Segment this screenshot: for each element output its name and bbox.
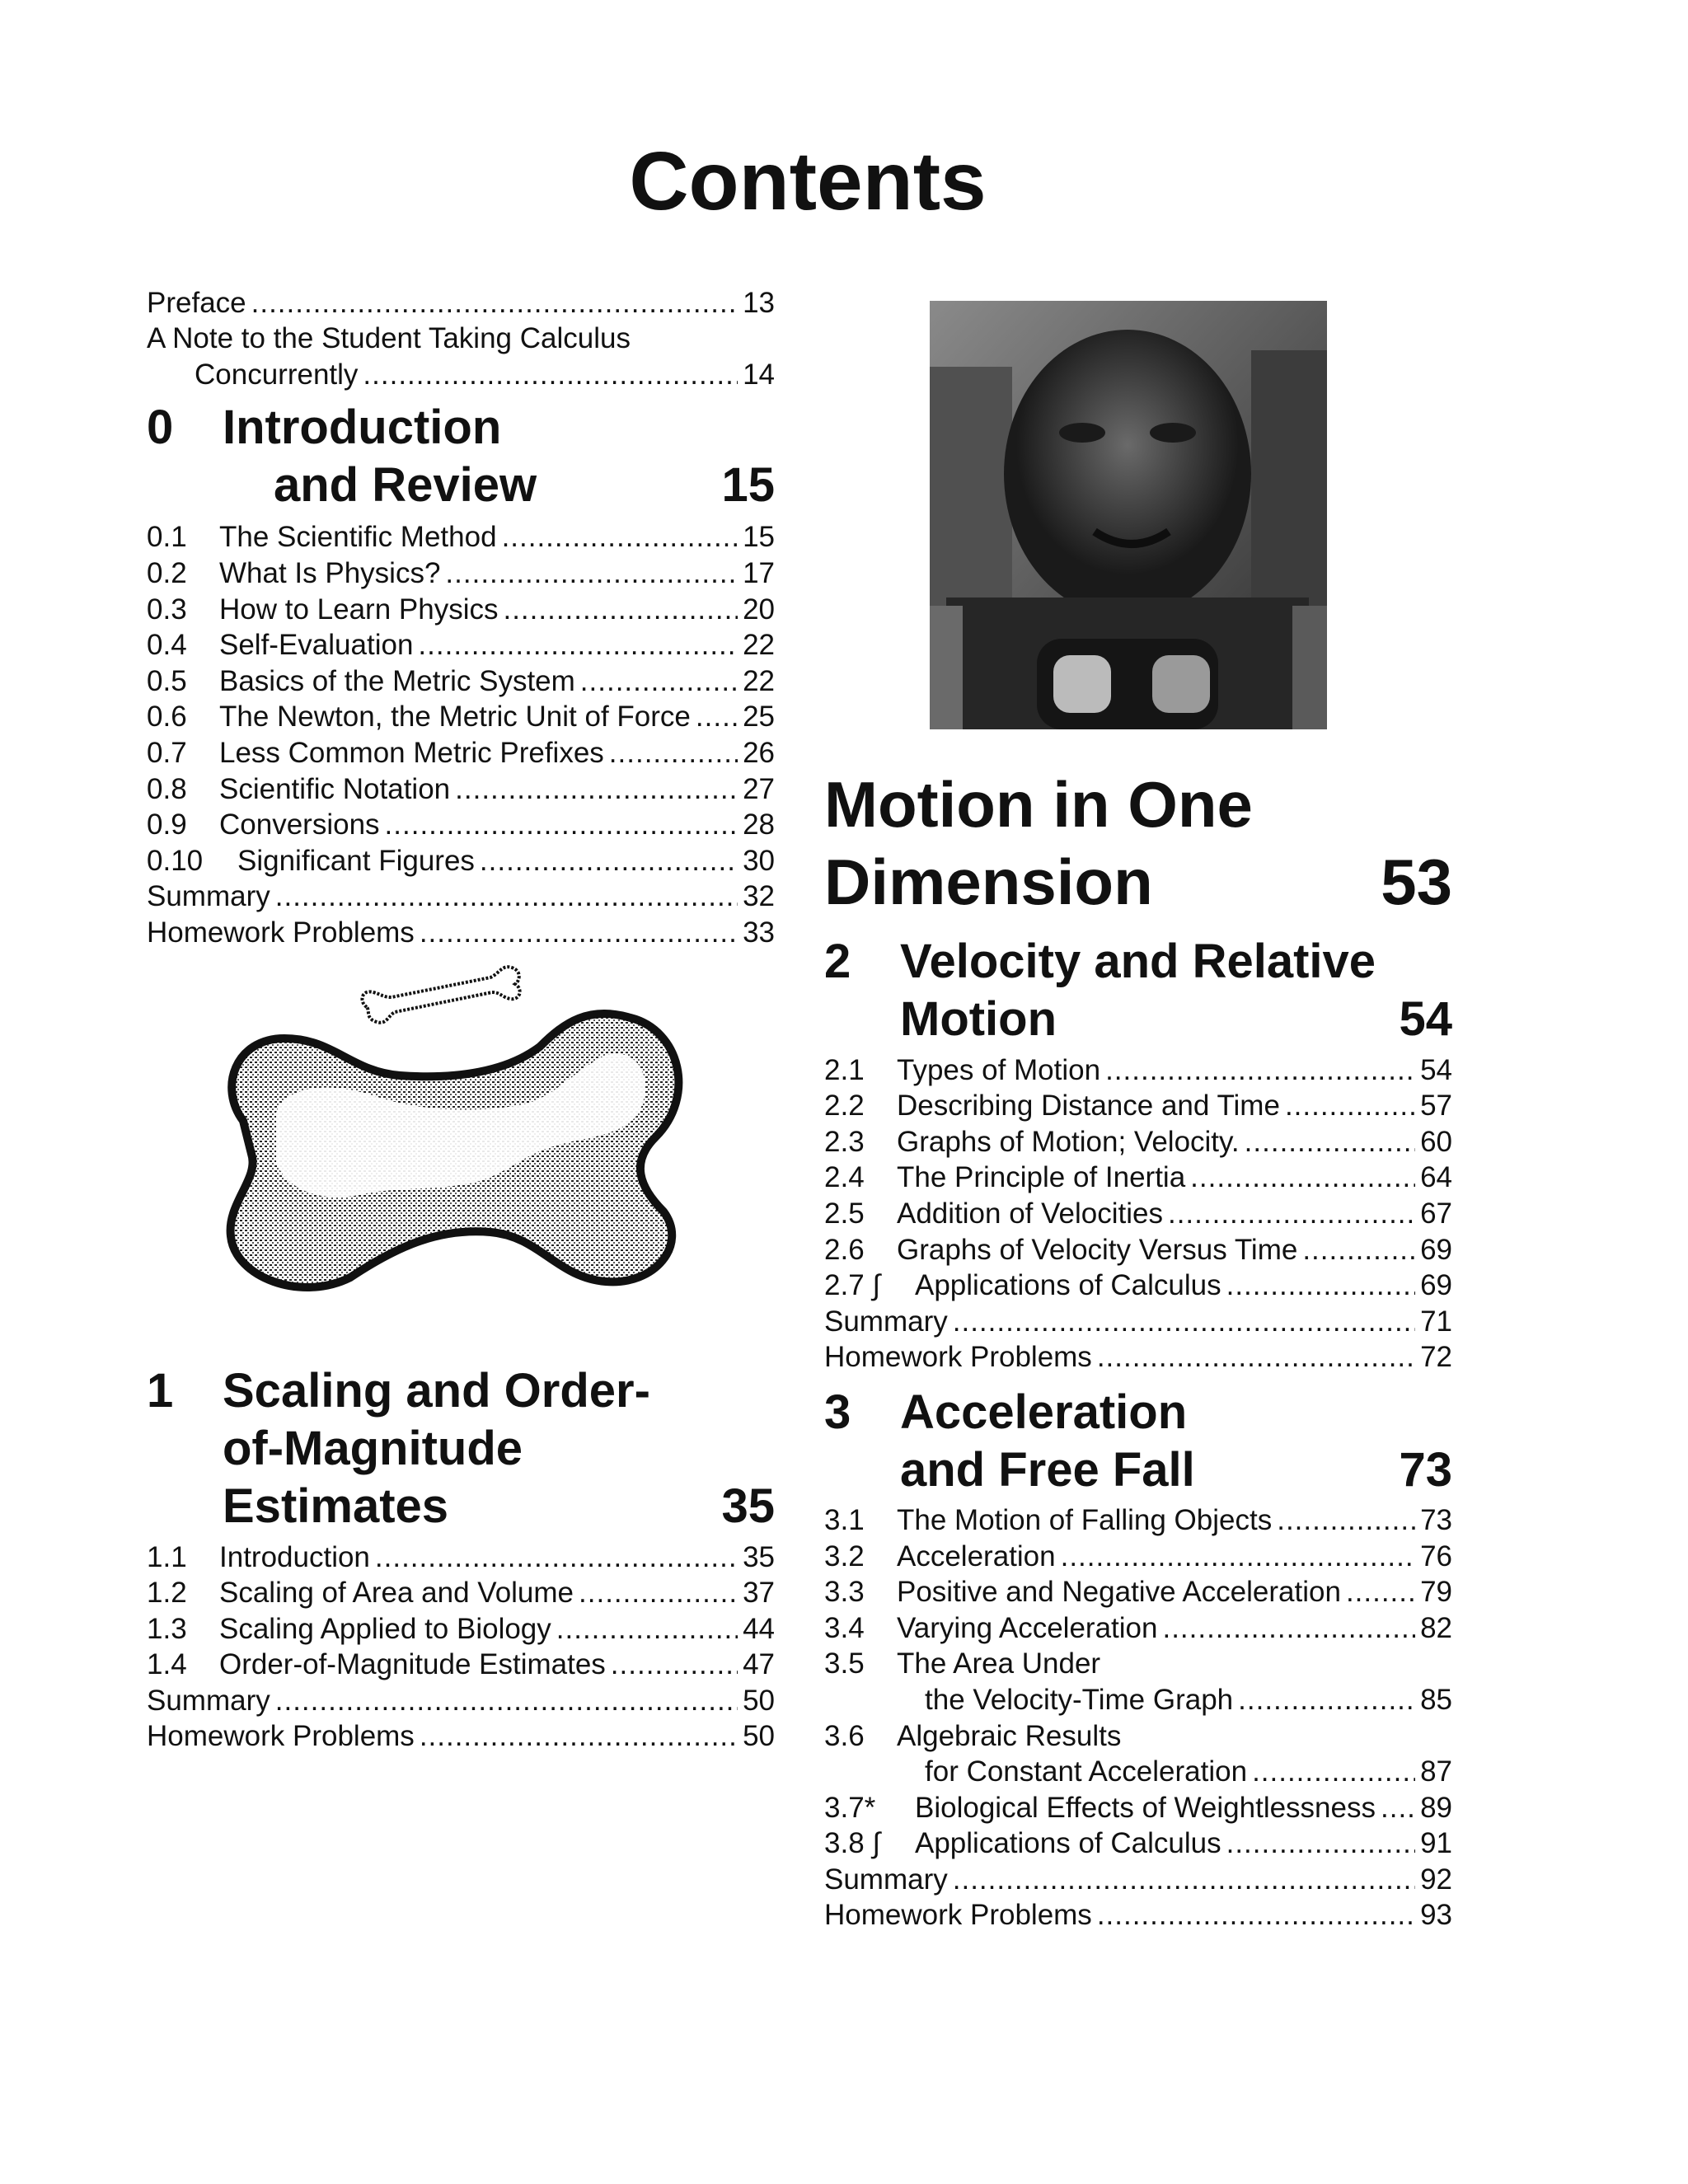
- leader-dots: [418, 628, 738, 663]
- chapter-number: 3: [824, 1385, 851, 1439]
- part-page: 53: [1381, 846, 1452, 919]
- entry-page: 92: [1420, 1863, 1452, 1896]
- toc-entry[interactable]: [824, 1574, 1452, 1610]
- entry-page: 44: [743, 1612, 775, 1645]
- toc-entry-homework[interactable]: [824, 1339, 1452, 1376]
- leader-dots: [1245, 1125, 1415, 1160]
- chapter-page: 35: [721, 1479, 775, 1534]
- chapter-number: 1: [147, 1364, 174, 1418]
- entry-label: What Is Physics?: [219, 556, 441, 589]
- toc-entry-homework[interactable]: [147, 914, 775, 950]
- toc-entry-note-line2[interactable]: [147, 356, 775, 392]
- toc-entry[interactable]: [147, 627, 775, 663]
- section-number: 0.9: [147, 808, 187, 841]
- leader-dots: [502, 520, 738, 555]
- section-number: 2.4: [824, 1161, 865, 1194]
- section-number: 3.6: [824, 1719, 865, 1752]
- leader-dots: [503, 593, 738, 627]
- toc-entry-homework[interactable]: [824, 1897, 1452, 1933]
- entry-page: 28: [743, 808, 775, 841]
- leader-dots: [579, 1576, 738, 1610]
- entry-label: the Velocity-Time Graph: [925, 1683, 1234, 1716]
- entry-page: 54: [1420, 1053, 1452, 1086]
- chapter-title: and Free Fall: [900, 1442, 1195, 1497]
- toc-entry[interactable]: [147, 555, 775, 591]
- section-number: 0.6: [147, 701, 187, 733]
- section-number: 0.7: [147, 736, 187, 769]
- entry-label: Algebraic Results: [897, 1719, 1122, 1752]
- toc-entry-3-6-line1[interactable]: [824, 1718, 1452, 1754]
- section-number: 0.1: [147, 521, 187, 554]
- section-number: 3.7*: [824, 1791, 876, 1824]
- toc-entry[interactable]: [824, 1195, 1452, 1231]
- toc-entry[interactable]: [824, 1538, 1452, 1574]
- toc-entry[interactable]: [147, 771, 775, 807]
- leader-dots: [953, 1863, 1415, 1897]
- leader-dots: [1162, 1611, 1415, 1646]
- section-number: 0.4: [147, 629, 187, 662]
- leader-dots: [420, 1719, 738, 1754]
- entry-page: 22: [743, 629, 775, 662]
- section-number: 0.2: [147, 556, 187, 589]
- entry-label: Preface: [147, 286, 246, 319]
- entry-page: 79: [1420, 1576, 1452, 1609]
- entry-label: Introduction: [219, 1540, 370, 1573]
- leader-dots: [580, 664, 738, 699]
- chapter-page: 15: [721, 458, 775, 513]
- leader-dots: [420, 916, 738, 950]
- leader-dots: [696, 700, 738, 734]
- section-number: 1.4: [147, 1648, 187, 1681]
- toc-entry[interactable]: [824, 1123, 1452, 1160]
- leader-dots: [1168, 1197, 1415, 1231]
- chapter-title: Introduction: [223, 401, 502, 455]
- entry-label: Significant Figures: [237, 844, 475, 877]
- section-number: 1.3: [147, 1612, 187, 1645]
- entry-label: Conversions: [219, 808, 380, 841]
- toc-entry-3-5-line2[interactable]: [824, 1681, 1452, 1718]
- leader-dots: [445, 556, 738, 591]
- entry-page: 35: [743, 1540, 775, 1573]
- entry-label: Scientific Notation: [219, 772, 451, 805]
- toc-entry[interactable]: [824, 1610, 1452, 1646]
- entry-label: Applications of Calculus: [915, 1827, 1221, 1860]
- section-number: 3.3: [824, 1576, 865, 1609]
- entry-page: 33: [743, 916, 775, 949]
- leader-dots: [1097, 1340, 1415, 1375]
- toc-entry-homework[interactable]: [147, 1718, 775, 1755]
- leader-dots: [1346, 1575, 1415, 1610]
- toc-entry[interactable]: [824, 1825, 1452, 1862]
- entry-page: 82: [1420, 1611, 1452, 1644]
- entry-page: 71: [1420, 1305, 1452, 1338]
- section-number: 3.2: [824, 1540, 865, 1572]
- entry-label: Basics of the Metric System: [219, 664, 575, 697]
- toc-entry[interactable]: [147, 734, 775, 771]
- section-number: 3.5: [824, 1647, 865, 1680]
- chapter-0-heading[interactable]: [147, 399, 775, 514]
- entry-label: Summary: [824, 1305, 948, 1338]
- section-number: 3.4: [824, 1611, 865, 1644]
- entry-page: 69: [1420, 1233, 1452, 1266]
- entry-page: 50: [743, 1684, 775, 1717]
- section-number: 0.3: [147, 593, 187, 626]
- entry-page: 26: [743, 736, 775, 769]
- entry-label: Homework Problems: [824, 1899, 1092, 1932]
- entry-page: 47: [743, 1648, 775, 1681]
- toc-entry[interactable]: [147, 663, 775, 699]
- entry-page: 20: [743, 593, 775, 626]
- section-number: 1.1: [147, 1540, 187, 1573]
- entry-page: 50: [743, 1720, 775, 1753]
- entry-label: Summary: [824, 1863, 948, 1896]
- leader-dots: [1285, 1089, 1415, 1123]
- entry-label: Summary: [147, 880, 270, 913]
- leader-dots: [1302, 1233, 1415, 1268]
- toc-entry[interactable]: [147, 519, 775, 555]
- entry-label: Order-of-Magnitude Estimates: [219, 1648, 606, 1681]
- chapter-page: 54: [1399, 992, 1452, 1047]
- entry-page: 25: [743, 701, 775, 733]
- toc-entry[interactable]: [147, 1575, 775, 1611]
- leader-dots: [375, 1540, 738, 1575]
- entry-label: The Scientific Method: [219, 521, 497, 554]
- entry-label: Applications of Calculus: [915, 1269, 1221, 1302]
- leader-dots: [953, 1305, 1415, 1339]
- entry-page: 67: [1420, 1197, 1452, 1230]
- chapter-2-heading[interactable]: [824, 933, 1452, 1048]
- chapter-title: Acceleration: [900, 1385, 1188, 1439]
- entry-label: Homework Problems: [824, 1341, 1092, 1374]
- large-bone-illustration: [210, 997, 721, 1302]
- toc-entry[interactable]: [824, 1052, 1452, 1088]
- leader-dots: [556, 1612, 738, 1647]
- section-number: 1.2: [147, 1577, 187, 1610]
- section-number: 2.1: [824, 1053, 865, 1086]
- entry-label: Self-Evaluation: [219, 629, 414, 662]
- chapter-title: and Review: [274, 458, 537, 513]
- section-number: 2.5: [824, 1197, 865, 1230]
- toc-entry-summary[interactable]: [147, 1682, 775, 1718]
- section-number: 2.6: [824, 1233, 865, 1266]
- leader-dots: [385, 808, 738, 842]
- entry-page: 69: [1420, 1269, 1452, 1302]
- entry-label: Less Common Metric Prefixes: [219, 736, 604, 769]
- entry-label: Describing Distance and Time: [897, 1090, 1280, 1122]
- toc-entry[interactable]: [147, 807, 775, 843]
- entry-label: Graphs of Motion; Velocity.: [897, 1125, 1240, 1158]
- entry-page: 27: [743, 772, 775, 805]
- entry-page: 73: [1420, 1503, 1452, 1536]
- toc-entry[interactable]: [147, 699, 775, 735]
- toc-entry[interactable]: [824, 1088, 1452, 1124]
- part-heading[interactable]: [824, 766, 1452, 921]
- entry-label: Homework Problems: [147, 916, 415, 949]
- chapter-number: 0: [147, 401, 174, 455]
- leader-dots: [1226, 1826, 1415, 1861]
- toc-entry-summary[interactable]: [824, 1303, 1452, 1339]
- entry-page: 85: [1420, 1683, 1452, 1716]
- chapter-title: Estimates: [223, 1479, 449, 1534]
- entry-page: 87: [1420, 1755, 1452, 1788]
- toc-entry[interactable]: [824, 1502, 1452, 1538]
- leader-dots: [1277, 1503, 1415, 1538]
- leader-dots: [275, 1684, 738, 1718]
- toc-entry[interactable]: [147, 1610, 775, 1647]
- toc-entry-note-line1[interactable]: [147, 321, 775, 357]
- entry-label: Positive and Negative Acceleration: [897, 1576, 1341, 1609]
- chapter-title: of-Magnitude: [223, 1422, 523, 1476]
- chapter-title: Motion: [900, 992, 1057, 1047]
- entry-page: 13: [743, 286, 775, 319]
- toc-entry[interactable]: [824, 1231, 1452, 1268]
- entry-label: The Motion of Falling Objects: [897, 1503, 1273, 1536]
- entry-label: Summary: [147, 1684, 270, 1717]
- chapter-1-heading[interactable]: [147, 1362, 775, 1535]
- leader-dots: [455, 772, 738, 807]
- toc-right-column: [824, 766, 1452, 1933]
- toc-entry[interactable]: [824, 1268, 1452, 1304]
- astronaut-face-photo: [930, 301, 1327, 729]
- entry-page: 60: [1420, 1125, 1452, 1158]
- entry-page: 14: [743, 358, 775, 391]
- section-number: 0.5: [147, 664, 187, 697]
- leader-dots: [251, 286, 738, 321]
- leader-dots: [363, 358, 738, 392]
- chapter-number: 2: [824, 935, 851, 989]
- chapter-3-heading[interactable]: [824, 1383, 1452, 1498]
- entry-label: Concurrently: [195, 358, 359, 391]
- entry-label: Addition of Velocities: [897, 1197, 1163, 1230]
- entry-page: 91: [1420, 1827, 1452, 1860]
- leader-dots: [1238, 1683, 1415, 1718]
- part-title: Dimension: [824, 846, 1153, 919]
- toc-entry[interactable]: [147, 842, 775, 879]
- toc-entry-summary[interactable]: [147, 879, 775, 915]
- section-number: 3.8 ∫: [824, 1827, 880, 1860]
- toc-entry-preface[interactable]: [147, 284, 775, 321]
- entry-label: The Area Under: [897, 1647, 1101, 1680]
- section-number: 3.1: [824, 1503, 865, 1536]
- chapter-page: 73: [1399, 1442, 1452, 1497]
- entry-label: Biological Effects of Weightlessness: [915, 1791, 1376, 1824]
- entry-label: Scaling Applied to Biology: [219, 1612, 551, 1645]
- entry-label: for Constant Acceleration: [925, 1755, 1248, 1788]
- leader-dots: [1105, 1053, 1415, 1088]
- chapter-title: Scaling and Order-: [223, 1364, 650, 1418]
- entry-label: The Principle of Inertia: [897, 1161, 1186, 1194]
- entry-page: 22: [743, 664, 775, 697]
- leader-dots: [1226, 1268, 1415, 1303]
- leader-dots: [1061, 1540, 1415, 1574]
- leader-dots: [1381, 1791, 1415, 1825]
- entry-page: 57: [1420, 1090, 1452, 1122]
- entry-page: 64: [1420, 1161, 1452, 1194]
- entry-label: A Note to the Student Taking Calculus: [147, 322, 631, 355]
- leader-dots: [1097, 1898, 1415, 1933]
- entry-page: 89: [1420, 1791, 1452, 1824]
- section-number: 0.10: [147, 844, 204, 877]
- chapter-title: Velocity and Relative: [900, 935, 1376, 989]
- entry-page: 93: [1420, 1899, 1452, 1932]
- section-number: 0.8: [147, 772, 187, 805]
- entry-label: Homework Problems: [147, 1720, 415, 1753]
- leader-dots: [611, 1647, 738, 1682]
- entry-label: Scaling of Area and Volume: [219, 1577, 574, 1610]
- toc-entry[interactable]: [147, 591, 775, 627]
- entry-page: 76: [1420, 1540, 1452, 1572]
- entry-page: 30: [743, 844, 775, 877]
- entry-page: 15: [743, 521, 775, 554]
- leader-dots: [1252, 1755, 1415, 1789]
- entry-label: Varying Acceleration: [897, 1611, 1158, 1644]
- toc-entry-summary[interactable]: [824, 1861, 1452, 1897]
- section-number: 2.3: [824, 1125, 865, 1158]
- leader-dots: [275, 879, 738, 914]
- toc-entry[interactable]: [824, 1789, 1452, 1825]
- toc-entry-3-6-line2[interactable]: [824, 1754, 1452, 1790]
- part-title: Motion in One: [824, 768, 1253, 841]
- entry-label: The Newton, the Metric Unit of Force: [219, 701, 691, 733]
- entry-page: 17: [743, 556, 775, 589]
- entry-page: 37: [743, 1577, 775, 1610]
- entry-page: 32: [743, 880, 775, 913]
- section-number: 2.7 ∫: [824, 1269, 880, 1302]
- toc-entry[interactable]: [147, 1539, 775, 1575]
- toc-entry[interactable]: [824, 1160, 1452, 1196]
- entry-label: Types of Motion: [897, 1053, 1101, 1086]
- leader-dots: [609, 736, 738, 771]
- entry-page: 72: [1420, 1341, 1452, 1374]
- page-title: Contents: [629, 135, 987, 227]
- entry-label: Acceleration: [897, 1540, 1056, 1572]
- toc-entry[interactable]: [147, 1647, 775, 1683]
- section-number: 2.2: [824, 1090, 865, 1122]
- toc-entry-3-5-line1[interactable]: [824, 1646, 1452, 1682]
- leader-dots: [480, 844, 738, 879]
- leader-dots: [1190, 1160, 1415, 1195]
- entry-label: How to Learn Physics: [219, 593, 499, 626]
- entry-label: Graphs of Velocity Versus Time: [897, 1233, 1298, 1266]
